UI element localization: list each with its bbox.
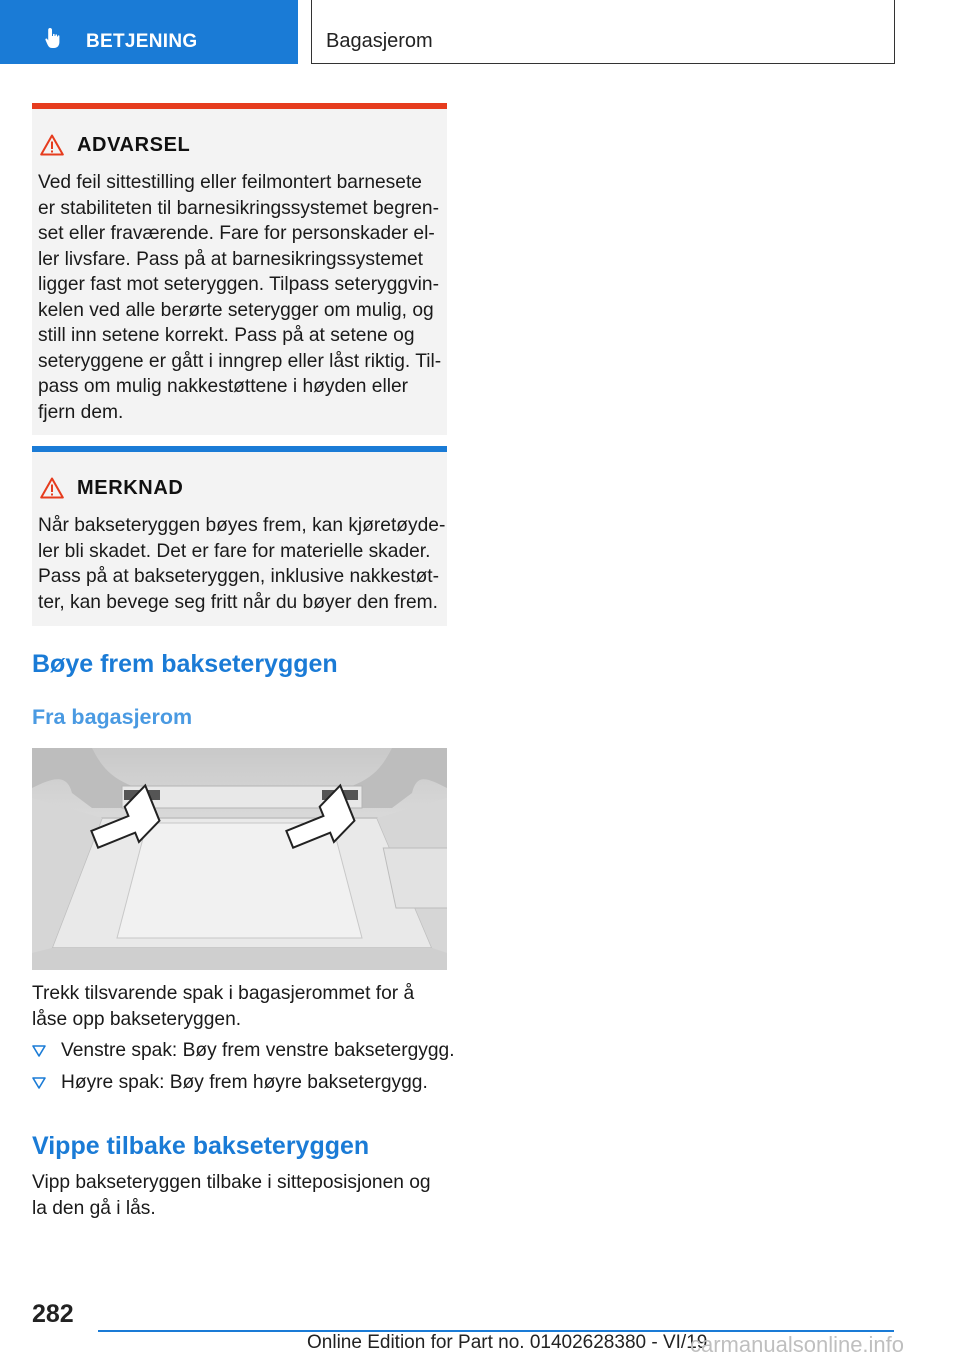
- triangle-bullet-icon: [32, 1045, 46, 1057]
- warning-box: [32, 103, 447, 435]
- list-item-text: Venstre spak: Bøy frem venstre baksetergygg.: [61, 1040, 455, 1061]
- warning-line: er stabiliteten til barnesikringssystemet begren-: [38, 197, 439, 219]
- list-item-text: Høyre spak: Bøy frem høyre baksetergygg.: [61, 1072, 428, 1093]
- triangle-bullet-icon: [32, 1077, 46, 1089]
- warning-line: kelen ved alle berørte seterygger om mulig, og: [38, 299, 434, 321]
- warning-title-row: [40, 133, 190, 157]
- notice-title-row: [40, 476, 183, 500]
- intro-line: låse opp bakseteryggen.: [32, 1008, 242, 1030]
- warning-triangle-icon: [40, 134, 64, 156]
- notice-text: [38, 513, 446, 615]
- notice-line: Pass på at bakseteryggen, inklusive nakkestøt-: [38, 566, 440, 587]
- section-heading: Bøye frem bakseteryggen: [32, 650, 338, 678]
- footer-edition: Online Edition for Part no. 01402628380 - VI/19: [307, 1332, 708, 1353]
- notice-title: MERKNAD: [77, 476, 184, 499]
- list-item: [32, 1040, 455, 1062]
- warning-line: seteryggene er gått i inngrep eller låst riktig. Til-: [38, 350, 442, 372]
- notice-line: Når bakseteryggen bøyes frem, kan kjøretøyde-: [38, 515, 446, 536]
- section-line: la den gå i lås.: [32, 1197, 156, 1219]
- warning-line: pass om mulig nakkestøttene i høyden eller: [38, 376, 409, 397]
- trunk-photo: [32, 748, 447, 970]
- hand-pointer-icon: [42, 26, 66, 50]
- warning-line: set eller fraværende. Fare for personskader el-: [38, 223, 435, 244]
- subsection-heading: Fra bagasjerom: [32, 705, 193, 729]
- watermark: carmanualsonline.info: [690, 1332, 905, 1357]
- warning-line: Ved feil sittestilling eller feilmontert barnesete: [38, 172, 422, 193]
- warning-line: ler livsfare. Pass på at barnesikringssystemet: [38, 248, 423, 270]
- chapter-title: Bagasjerom: [326, 30, 433, 52]
- warning-triangle-icon: [40, 477, 64, 499]
- section-line: Vipp bakseteryggen tilbake i sitteposisjonen og: [32, 1172, 431, 1193]
- warning-line: fjern dem.: [38, 401, 124, 423]
- section-label: BETJENING: [86, 31, 198, 52]
- list-item: [32, 1072, 428, 1094]
- section-tab[interactable]: [0, 0, 298, 64]
- chapter-header: [311, 0, 895, 64]
- notice-line: ler bli skadet. Det er fare for materielle skader.: [38, 540, 431, 562]
- notice-line: ter, kan bevege seg fritt når du bøyer den frem.: [38, 591, 438, 613]
- notice-box: [32, 446, 447, 626]
- intro-line: Trekk tilsvarende spak i bagasjerommet for å: [32, 983, 415, 1004]
- warning-line: ligger fast mot seteryggen. Tilpass seteryggvin-: [38, 274, 439, 295]
- trunk-illustration: [32, 748, 447, 970]
- warning-title: ADVARSEL: [77, 133, 191, 156]
- section-text: [32, 1170, 452, 1221]
- page-number: 282: [32, 1300, 74, 1328]
- warning-line: still inn setene korrekt. Pass på at setene og: [38, 325, 415, 346]
- warning-text: [38, 170, 446, 425]
- section-heading: Vippe tilbake bakseteryggen: [32, 1132, 370, 1160]
- intro-text: [32, 981, 452, 1032]
